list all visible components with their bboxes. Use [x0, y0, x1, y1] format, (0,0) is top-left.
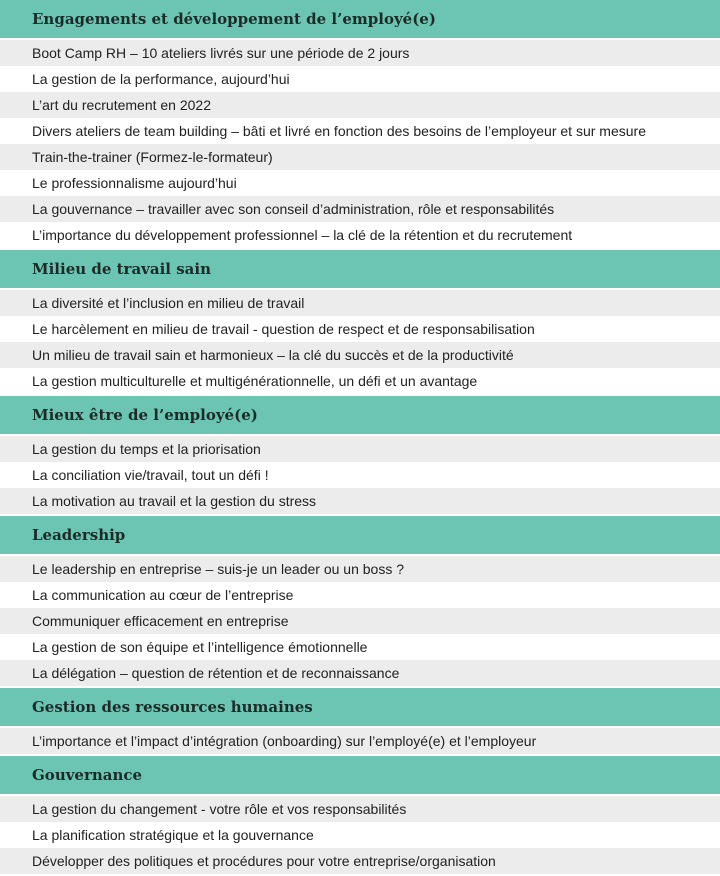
list-item: La gestion de la performance, aujourd’hui [0, 66, 720, 92]
list-item: Le leadership en entreprise – suis-je un leader ou un boss ? [0, 556, 720, 582]
section-header [0, 516, 720, 554]
list-item: L’importance du développement professionnel – la clé de la rétention et du recrutement [0, 222, 720, 248]
list-item: Train-the-trainer (Formez-le-formateur) [0, 144, 720, 170]
list-item: La communication au cœur de l’entreprise [0, 582, 720, 608]
list-item: Développer des politiques et procédures pour votre entreprise/organisation [0, 848, 720, 874]
list-item: Boot Camp RH – 10 ateliers livrés sur une période de 2 jours [0, 40, 720, 66]
list-item: La gestion multiculturelle et multigénérationnelle, un défi et un avantage [0, 368, 720, 394]
list-item: La diversité et l’inclusion en milieu de travail [0, 290, 720, 316]
section-header [0, 396, 720, 434]
list-item: Communiquer efficacement en entreprise [0, 608, 720, 634]
list-item: L’art du recrutement en 2022 [0, 92, 720, 118]
list-item: La motivation au travail et la gestion du stress [0, 488, 720, 514]
list-item: La gestion du changement - votre rôle et vos responsabilités [0, 796, 720, 822]
list-item: La gouvernance – travailler avec son conseil d’administration, rôle et responsabilités [0, 196, 720, 222]
section-title: Engagements et développement de l’employé(e) [32, 10, 436, 28]
section-header [0, 0, 720, 38]
list-item: L’importance et l’impact d’intégration (onboarding) sur l’employé(e) et l’employeur [0, 728, 720, 754]
section-header [0, 688, 720, 726]
section-title: Gouvernance [32, 766, 143, 784]
section-header [0, 250, 720, 288]
list-item: La planification stratégique et la gouvernance [0, 822, 720, 848]
section-title: Gestion des ressources humaines [32, 698, 313, 716]
list-item: Divers ateliers de team building – bâti et livré en fonction des besoins de l’employeur et sur mesure [0, 118, 720, 144]
section-title: Milieu de travail sain [32, 260, 211, 278]
list-item: La gestion du temps et la priorisation [0, 436, 720, 462]
section-title: Mieux être de l’employé(e) [32, 406, 258, 424]
list-item: La gestion de son équipe et l’intelligence émotionnelle [0, 634, 720, 660]
list-item: Un milieu de travail sain et harmonieux – la clé du succès et de la productivité [0, 342, 720, 368]
list-item: Le harcèlement en milieu de travail - question de respect et de responsabilisation [0, 316, 720, 342]
section-header [0, 756, 720, 794]
list-item: La conciliation vie/travail, tout un défi ! [0, 462, 720, 488]
section-title: Leadership [32, 526, 126, 544]
list-item: Le professionnalisme aujourd’hui [0, 170, 720, 196]
list-item: La délégation – question de rétention et de reconnaissance [0, 660, 720, 686]
